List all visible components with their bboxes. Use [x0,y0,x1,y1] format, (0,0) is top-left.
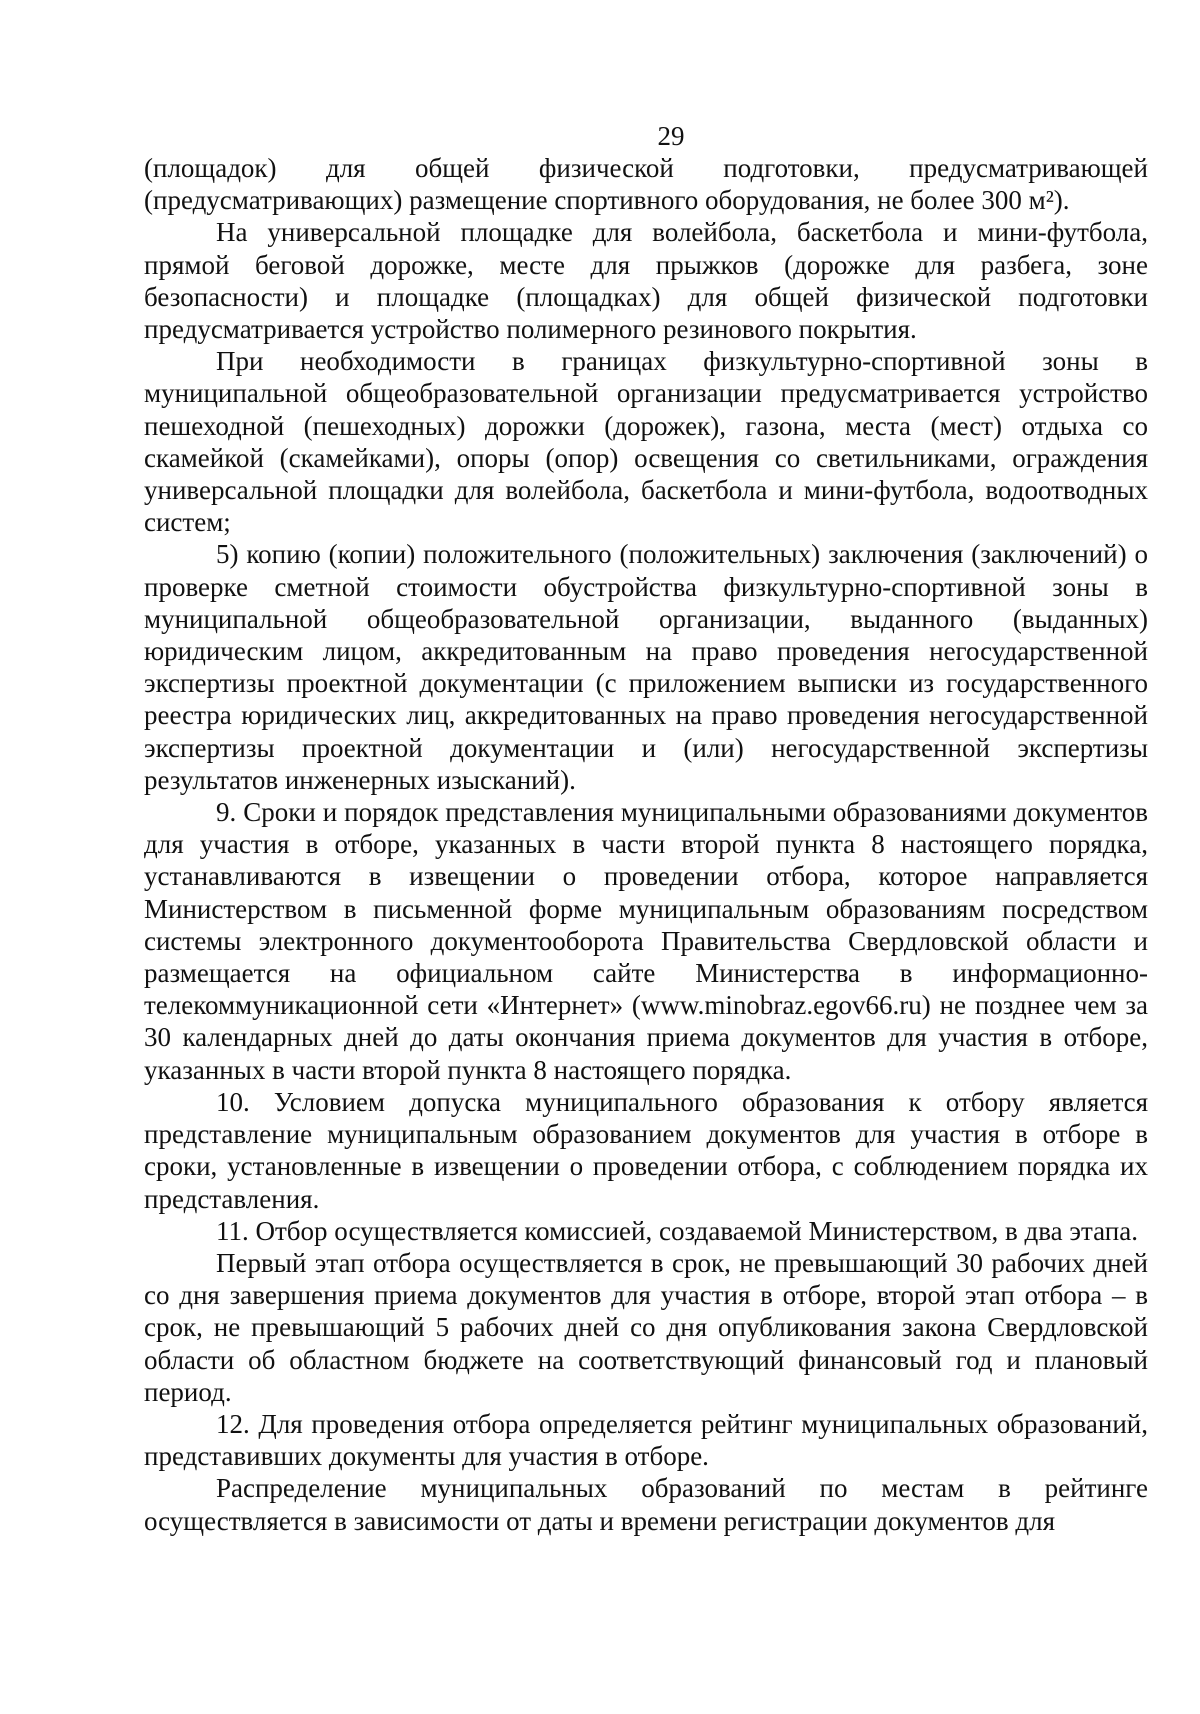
paragraph-item-12: 12. Для проведения отбора определяется рейтинг муниципальных образований, представивших документы для участия в отборе. [144,1408,1148,1472]
paragraph-item-10: 10. Условием допуска муниципального образования к отбору является представление муниципальным образованием документов для участия в отборе в сроки, установленные в извещении о проведении отбора, с соблюдением порядка их представления. [144,1086,1148,1214]
document-page [144,120,1148,1537]
paragraph-distribution: Распределение муниципальных образований по местам в рейтинге осуществляется в зависимости от даты и времени регистрации документов для [144,1473,1148,1536]
paragraph-item-9: 9. Сроки и порядок представления муниципальными образованиями документов для участия в отборе, указанных в части второй пункта 8 настоящего порядка, устанавливаются в извещении о проведении отбора, которое направляется Министерством в письменной форме муниципальным образованиям посредством системы электронного документооборота Правительства Свердловской области и размещается на официальном сайте Министерства в информационно-телекоммуникационной сети «Интернет» (www.minobraz.egov66.ru) не позднее чем за 30 календарных дней до даты окончания приема документов для участия в отборе, указанных в части второй пункта 8 настоящего порядка. [144,797,1148,1085]
paragraph-item-11: 11. Отбор осуществляется комиссией, создаваемой Министерством, в два этапа. [216,1215,1138,1246]
paragraph-item-5: 5) копию (копии) положительного (положительных) заключения (заключений) о проверке сметной стоимости обустройства физкультурно-спортивной зоны в муниципальной общеобразовательной организации, выданного (выданных) юридическим лицом, аккредитованным на право проведения негосударственной экспертизы проектной документации (с приложением выписки из государственного реестра юридических лиц, аккредитованных на право проведения негосударственной экспертизы проектной документации и (или) негосударственной экспертизы результатов инженерных изысканий). [144,539,1148,795]
paragraph-coating: На универсальной площадке для волейбола, баскетбола и мини-футбола, прямой беговой дорожке, месте для прыжков (дорожке для разбега, зоне безопасности) и площадке (площадках) для общей физической подготовки предусматривается устройство полимерного резинового покрытия. [144,217,1148,345]
page-number: 29 [657,121,685,151]
paragraph-optional-devices: При необходимости в границах физкультурно-спортивной зоны в муниципальной общеобразовательной организации предусматривается устройство пешеходной (пешеходных) дорожки (дорожек), газона, места (мест) отдыха со скамейкой (скамейками), опоры (опор) освещения со светильниками, ограждения универсальной площадки для волейбола, баскетбола и мини-футбола, водоотводных систем; [144,346,1148,538]
paragraph-stages: Первый этап отбора осуществляется в срок, не превышающий 30 рабочих дней со дня завершения приема документов для участия в отборе, второй этап отбора – в срок, не превышающий 5 рабочих дней со дня опубликования закона Свердловской области об областном бюджете на соответствующий финансовый год и плановый период. [144,1247,1148,1407]
paragraph-continuation: (площадок) для общей физической подготовки, предусматривающей (предусматривающих) размещение спортивного оборудования, не более 300 м²). [144,153,1148,216]
